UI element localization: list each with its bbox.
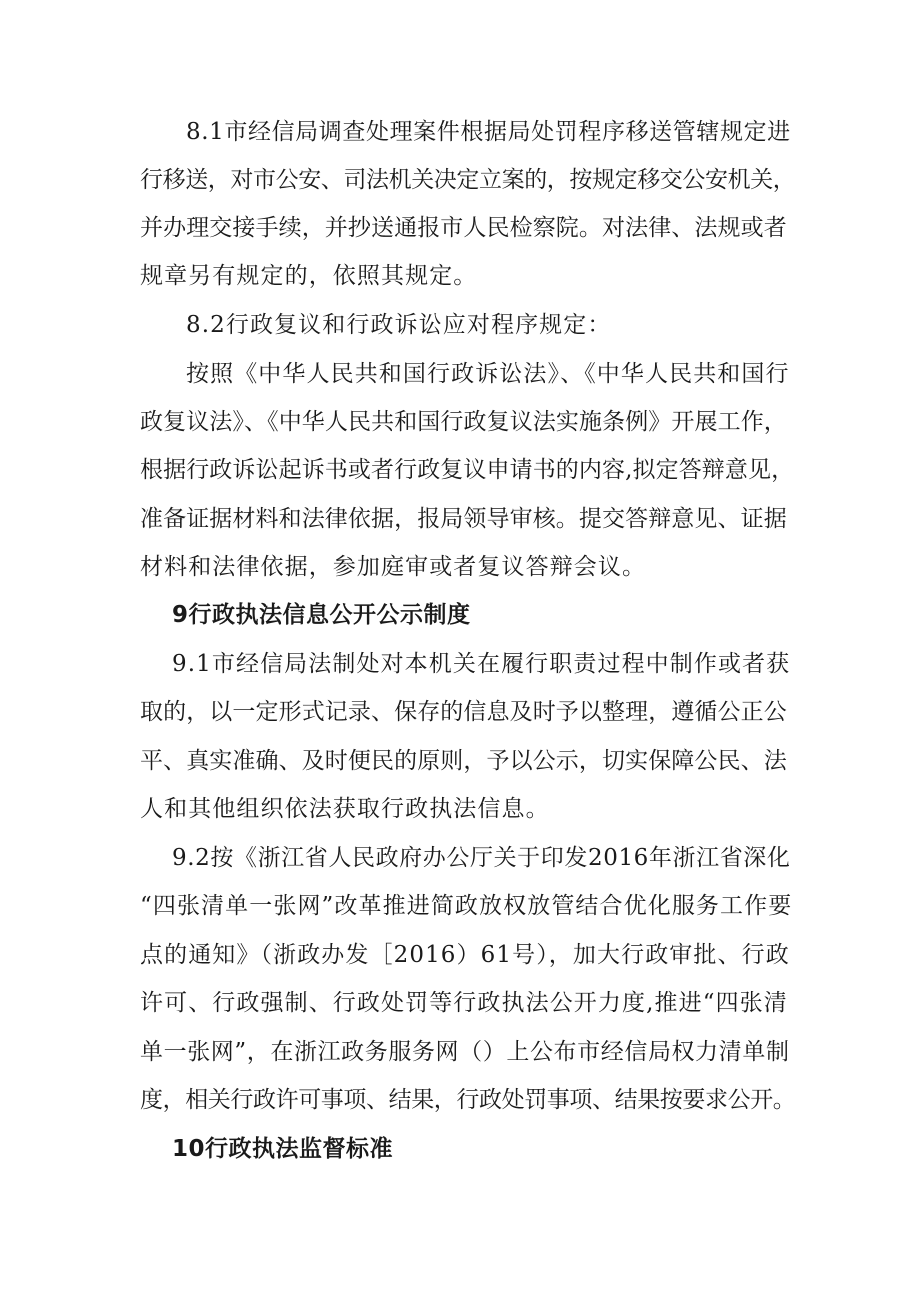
text-line: 8.2行政复议和行政诉讼应对程序规定： — [186, 312, 612, 338]
text-line: 根据行政诉讼起诉书或者行政复议申请书的内容,拟定答辩意见， — [140, 457, 795, 483]
text-line: 度，相关行政许可事项、结果，行政处罚事项、结果按要求公开。 — [140, 1087, 796, 1113]
text-line: 9.2按《浙江省人民政府办公厅关于印发2016年浙江省深化 — [172, 845, 791, 871]
text-line: 许可、行政强制、行政处罚等行政执法公开力度,推进“四张清 — [140, 990, 788, 1016]
text-line: 准备证据材料和法律依据，报局领导审核。提交答辩意见、证据 — [140, 506, 787, 532]
text-line: 按照《中华人民共和国行政诉讼法》、《中华人民共和国行 — [186, 361, 790, 387]
text-line: 人和其他组织依法获取行政执法信息。 — [140, 796, 550, 822]
text-line: 点的通知》（浙政办发［2016）61号），加大行政审批、行政 — [140, 942, 790, 968]
text-line: 取的，以一定形式记录、保存的信息及时予以整理，遵循公正公 — [140, 699, 787, 725]
text-line: 8.1市经信局调查处理案件根据局处罚程序移送管辖规定进 — [186, 119, 791, 145]
text-line: 平、真实准确、及时便民的原则，予以公示，切实保障公民、法 — [140, 748, 787, 774]
text-line: “四张清单一张网”改革推进简政放权放管结合优化服务工作要 — [140, 893, 793, 919]
section-heading-text: 10行政执法监督标准 — [172, 1136, 394, 1162]
text-line: 9.1市经信局法制处对本机关在履行职责过程中制作或者获 — [172, 651, 791, 677]
section-heading-text: 9行政执法信息公开公示制度 — [172, 602, 471, 628]
text-line: 并办理交接手续，并抄送通报市人民检察院。对法律、法规或者 — [140, 215, 787, 241]
text-line: 单一张网”，在浙江政务服务网（）上公布市经信局权力清单制 — [140, 1039, 790, 1065]
text-line: 规章另有规定的，依照其规定。 — [140, 263, 478, 289]
text-line: 材料和法律依据，参加庭审或者复议答辩会议。 — [140, 554, 647, 580]
text-line: 行移送，对市公安、司法机关决定立案的，按规定移交公安机关， — [140, 167, 796, 193]
text-line: 政复议法》、《中华人民共和国行政复议法实施条例》开展工作， — [140, 409, 787, 435]
